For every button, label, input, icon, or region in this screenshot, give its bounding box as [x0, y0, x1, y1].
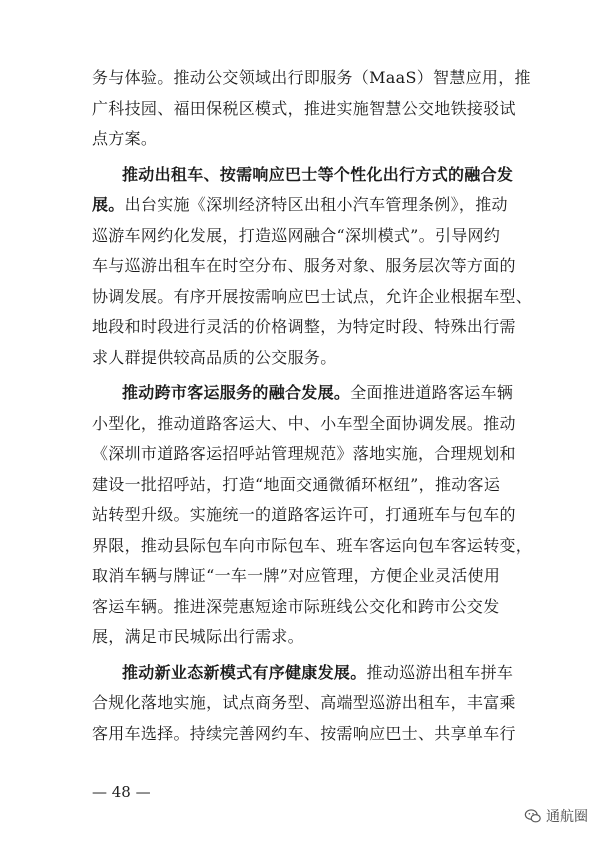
text-line: [92, 531, 533, 562]
bold-heading: 推动出租车、按需响应巴士等个性化出行方式的融合发: [122, 164, 514, 184]
text-line: [92, 719, 516, 750]
body-text: [92, 63, 533, 754]
line-text: 广科技园、福田保税区模式，推进实施智慧公交地铁接驳试: [92, 98, 516, 118]
paragraph: [92, 378, 533, 653]
text-line: [92, 500, 516, 531]
text-line: [92, 470, 510, 501]
text-line: [92, 343, 510, 374]
paragraph: [92, 160, 533, 374]
line-text: 出台实施《深圳经济特区出租小汽车管理条例》，推动: [124, 195, 508, 214]
text-line: [92, 190, 510, 221]
line-text: 协调发展。有序开展按需响应巴士试点，允许企业根据车型、: [92, 286, 533, 306]
page-number: — 48 —: [92, 783, 151, 801]
text-line: [92, 63, 531, 94]
line-text: 取消车辆与牌证“一车一牌”对应管理，方便企业灵活使用: [92, 566, 501, 585]
line-text: 车与巡游出租车在时空分布、服务对象、服务层次等方面的: [92, 256, 516, 275]
line-text: 《深圳市道路客运招呼站管理规范》落地实施，合理规划和: [92, 444, 516, 463]
line-text: 小型化，推动道路客运大、中、小车型全面协调发展。推动: [92, 413, 516, 433]
line-text: 地段和时段进行灵活的价格调整，为特定时段、特殊出行需: [92, 317, 516, 336]
bold-heading: 展。: [92, 195, 125, 214]
text-line: [92, 561, 510, 592]
text-line: [92, 251, 516, 282]
paragraph: [92, 658, 516, 750]
text-line: [92, 592, 510, 623]
line-text: 求人群提供较高品质的公交服务。: [92, 347, 337, 367]
text-line: [92, 94, 516, 125]
bold-heading: 推动新业态新模式有序健康发展。: [122, 662, 367, 682]
watermark-label: 通航圈: [546, 809, 588, 825]
line-text: 客运车辆。推进深莞惠短途市际班线公交化和跨市公交发: [92, 596, 500, 616]
line-text: 务与体验。推动公交领域出行即服务（MaaS）智慧应用，推: [92, 68, 531, 87]
text-line: [92, 409, 516, 440]
text-line: [92, 622, 510, 653]
line-text: 客用车选择。持续完善网约车、按需响应巴士、共享单车行: [92, 723, 516, 743]
line-text: 巡游车网约化发展，打造巡网融合“深圳模式”。引导网约: [92, 225, 501, 245]
line-text: 全面推进道路客运车辆: [350, 383, 514, 402]
line-text: 站转型升级。实施统一的道路客运许可，打通班车与包车的: [92, 505, 516, 524]
text-line: [92, 439, 516, 470]
line-text: 展，满足市民城际出行需求。: [92, 627, 304, 646]
text-line: [92, 160, 514, 191]
wechat-icon: [524, 807, 542, 825]
text-line: [92, 221, 510, 252]
text-line: [92, 282, 533, 313]
bold-heading: 推动跨市客运服务的融合发展。: [122, 383, 351, 402]
line-text: 界限，推动县际包车向市际包车、班车客运向包车客运转变，: [92, 535, 533, 555]
text-line: [92, 124, 510, 155]
line-text: 点方案。: [92, 129, 158, 148]
watermark: [524, 806, 588, 826]
line-text: 建设一批招呼站，打造“地面交通微循环枢纽”，推动客运: [92, 474, 501, 494]
paragraph: [92, 63, 531, 155]
text-line: [92, 312, 516, 343]
text-line: [92, 658, 514, 689]
line-text: 合规化落地实施，试点商务型、高端型巡游出租车，丰富乘: [92, 693, 516, 712]
text-line: [92, 688, 516, 719]
text-line: [92, 378, 514, 409]
line-text: 推动巡游出租车拼车: [366, 662, 514, 682]
